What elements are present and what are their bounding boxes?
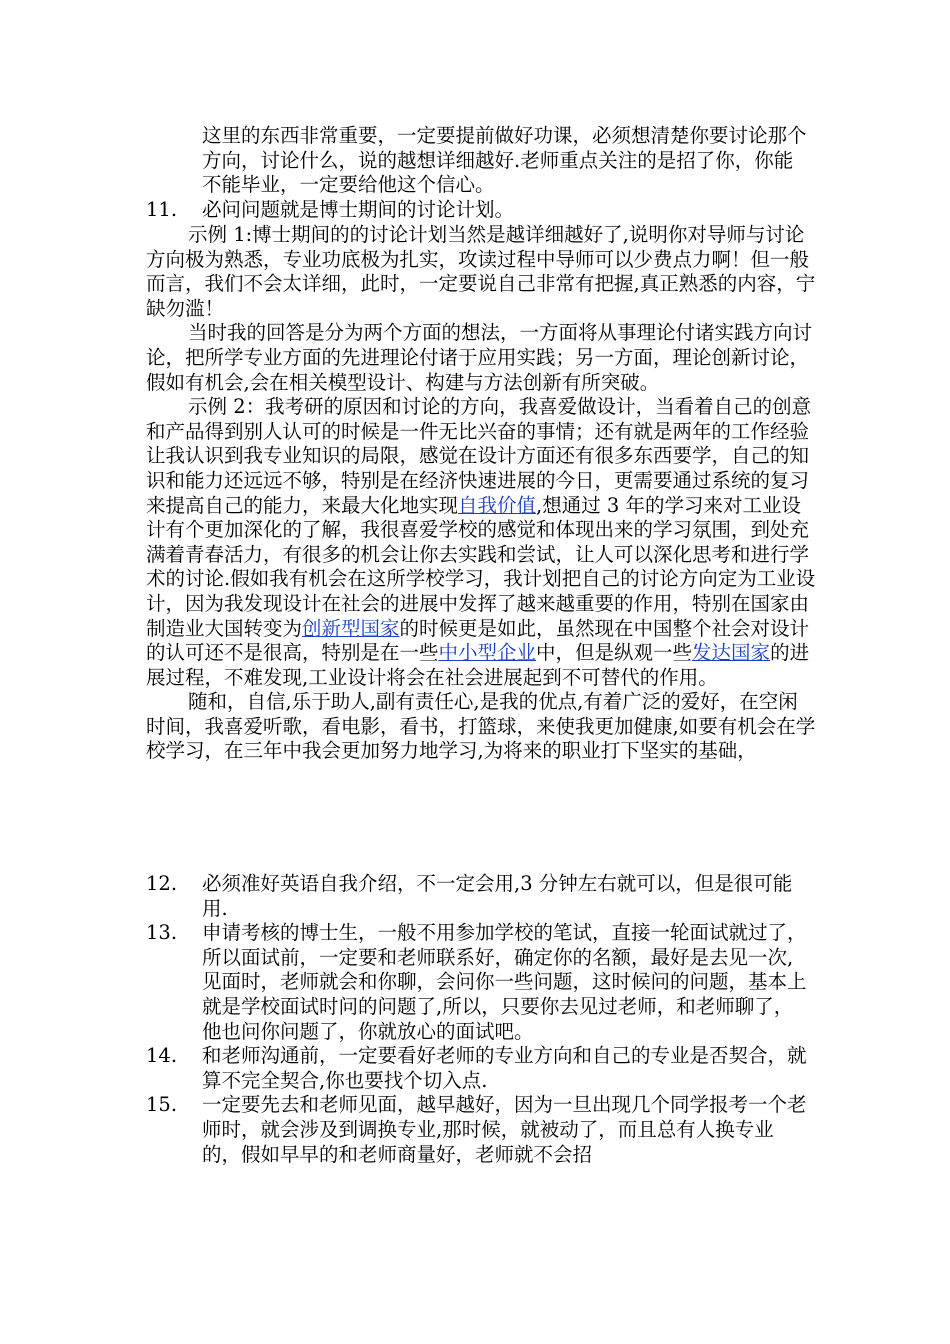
item-text: 必问问题就是博士期间的讨论计划。 (202, 198, 515, 221)
example-1-paragraph: 示例 1:博士期间的的讨论计划当然是越详细越好了,说明你对导师与讨论方向极为熟悉，专业功底极为扎实，攻读过程中导师可以少费点力啊！但一般而言，我们不会太详细，此时，一定要说自己非常有把握,真正熟悉的内容，宁缺勿滥！ (146, 223, 816, 320)
link-innovative-country[interactable]: 创新型国家 (302, 616, 400, 640)
item-text: 和老师沟通前，一定要看好老师的专业方向和自己的专业是否契合，就算不完全契合,你也要找个切入点. (202, 1044, 807, 1092)
example-2-paragraph (146, 395, 816, 690)
item-text: 一定要先去和老师见面，越早越好，因为一旦出现几个同学报考一个老师时，就会涉及到调换专业,那时候，就被动了，而且总有人换专业的，假如早早的和老师商量好，老师就不会招 (202, 1093, 807, 1166)
body-paragraphs (146, 223, 816, 764)
link-sme[interactable]: 中小型企业 (438, 641, 537, 665)
example-2-text-a: 示例 2：我考研的原因和讨论的方向，我喜爱做设计，当看着自己的创意和产品得到别人认可的时候是一件无比兴奋的事情；还有就是两年的工作经验让我认识到我专业知识的局限，感觉在设计方面还有很多东西要学，自己的知识和能力还远远不够，特别是在经济快速进展的今日，更需要通过系统的复习来提高自己的能力，来最大化地实现 (146, 395, 812, 517)
example-2-text-d: 中，但是纵观一些 (536, 641, 693, 665)
intro-paragraph: 这里的东西非常重要，一定要提前做好功课，必须想清楚你要讨论那个方向，讨论什么，说的越想详细越好.老师重点关注的是招了你，你能不能毕业，一定要给他这个信心。 (202, 124, 807, 197)
list-item (146, 1044, 816, 1093)
item-text: 必须准好英语自我介绍，不一定会用,3 分钟左右就可以，但是很可能用. (202, 872, 793, 920)
answer-paragraph: 当时我的回答是分为两个方面的想法，一方面将从事理论付诸实践方向讨论，把所学专业方面的先进理论付诸于应用实践；另一方面，理论创新讨论，假如有机会,会在相关模型设计、构建与方法创新有所突破。 (146, 321, 813, 394)
item-number: 15. (146, 1093, 178, 1117)
item-11 (146, 198, 816, 223)
item-number: 11. (146, 198, 178, 221)
intro-continuation (146, 124, 816, 198)
item-number: 14. (146, 1044, 178, 1068)
list-item (146, 872, 816, 921)
example-2-text-b: ,想通过 3 年的学习来对工业设计有个更加深化的了解，我很喜爱学校的感觉和体现出来的学习氛围，到处充满着青春活力，有很多的机会让你去实践和尝试，让人可以深化思考和进行学术的讨论.假如我有机会在这所学校学习，我计划把自己的讨论方向定为工业设计，因为我发现设计在社会的进展中发挥了越来越重要的作用，特别在国家由制造业大国转变为 (146, 493, 816, 640)
item-number: 12. (146, 872, 178, 895)
list-item (146, 1093, 816, 1167)
item-number: 13. (146, 921, 178, 945)
numbered-list (146, 872, 816, 1167)
example-2-text-c: 的时候更是如此，虽然现在中国整个社会对设计的认可还不是很高，特别是在一些 (146, 616, 810, 665)
personal-paragraph: 随和，自信,乐于助人,副有责任心,是我的优点,有着广泛的爱好，在空闲时间，我喜爱听歌，看电影，看书，打篮球，来使我更加健康,如要有机会在学校学习，在三年中我会更加努力地学习,为将来的职业打下坚实的基础， (146, 690, 816, 763)
link-developed-countries[interactable]: 发达国家 (692, 641, 771, 665)
list-item (146, 921, 816, 1044)
item-text: 申请考核的博士生，一般不用参加学校的笔试，直接一轮面试就过了，所以面试前，一定要和老师联系好，确定你的名额，最好是去见一次,见面时，老师就会和你聊，会问你一些问题，这时候问的问题，基本上就是学校面试时问的问题了,所以，只要你去见过老师，和老师聊了，他也问你问题了，你就放心的面试吧。 (202, 921, 807, 1043)
example-2-text-e: 的进展过程，不难发现,工业设计将会在社会进展起到不可替代的作用。 (146, 641, 810, 689)
link-self-value[interactable]: 自我价值 (458, 493, 537, 517)
